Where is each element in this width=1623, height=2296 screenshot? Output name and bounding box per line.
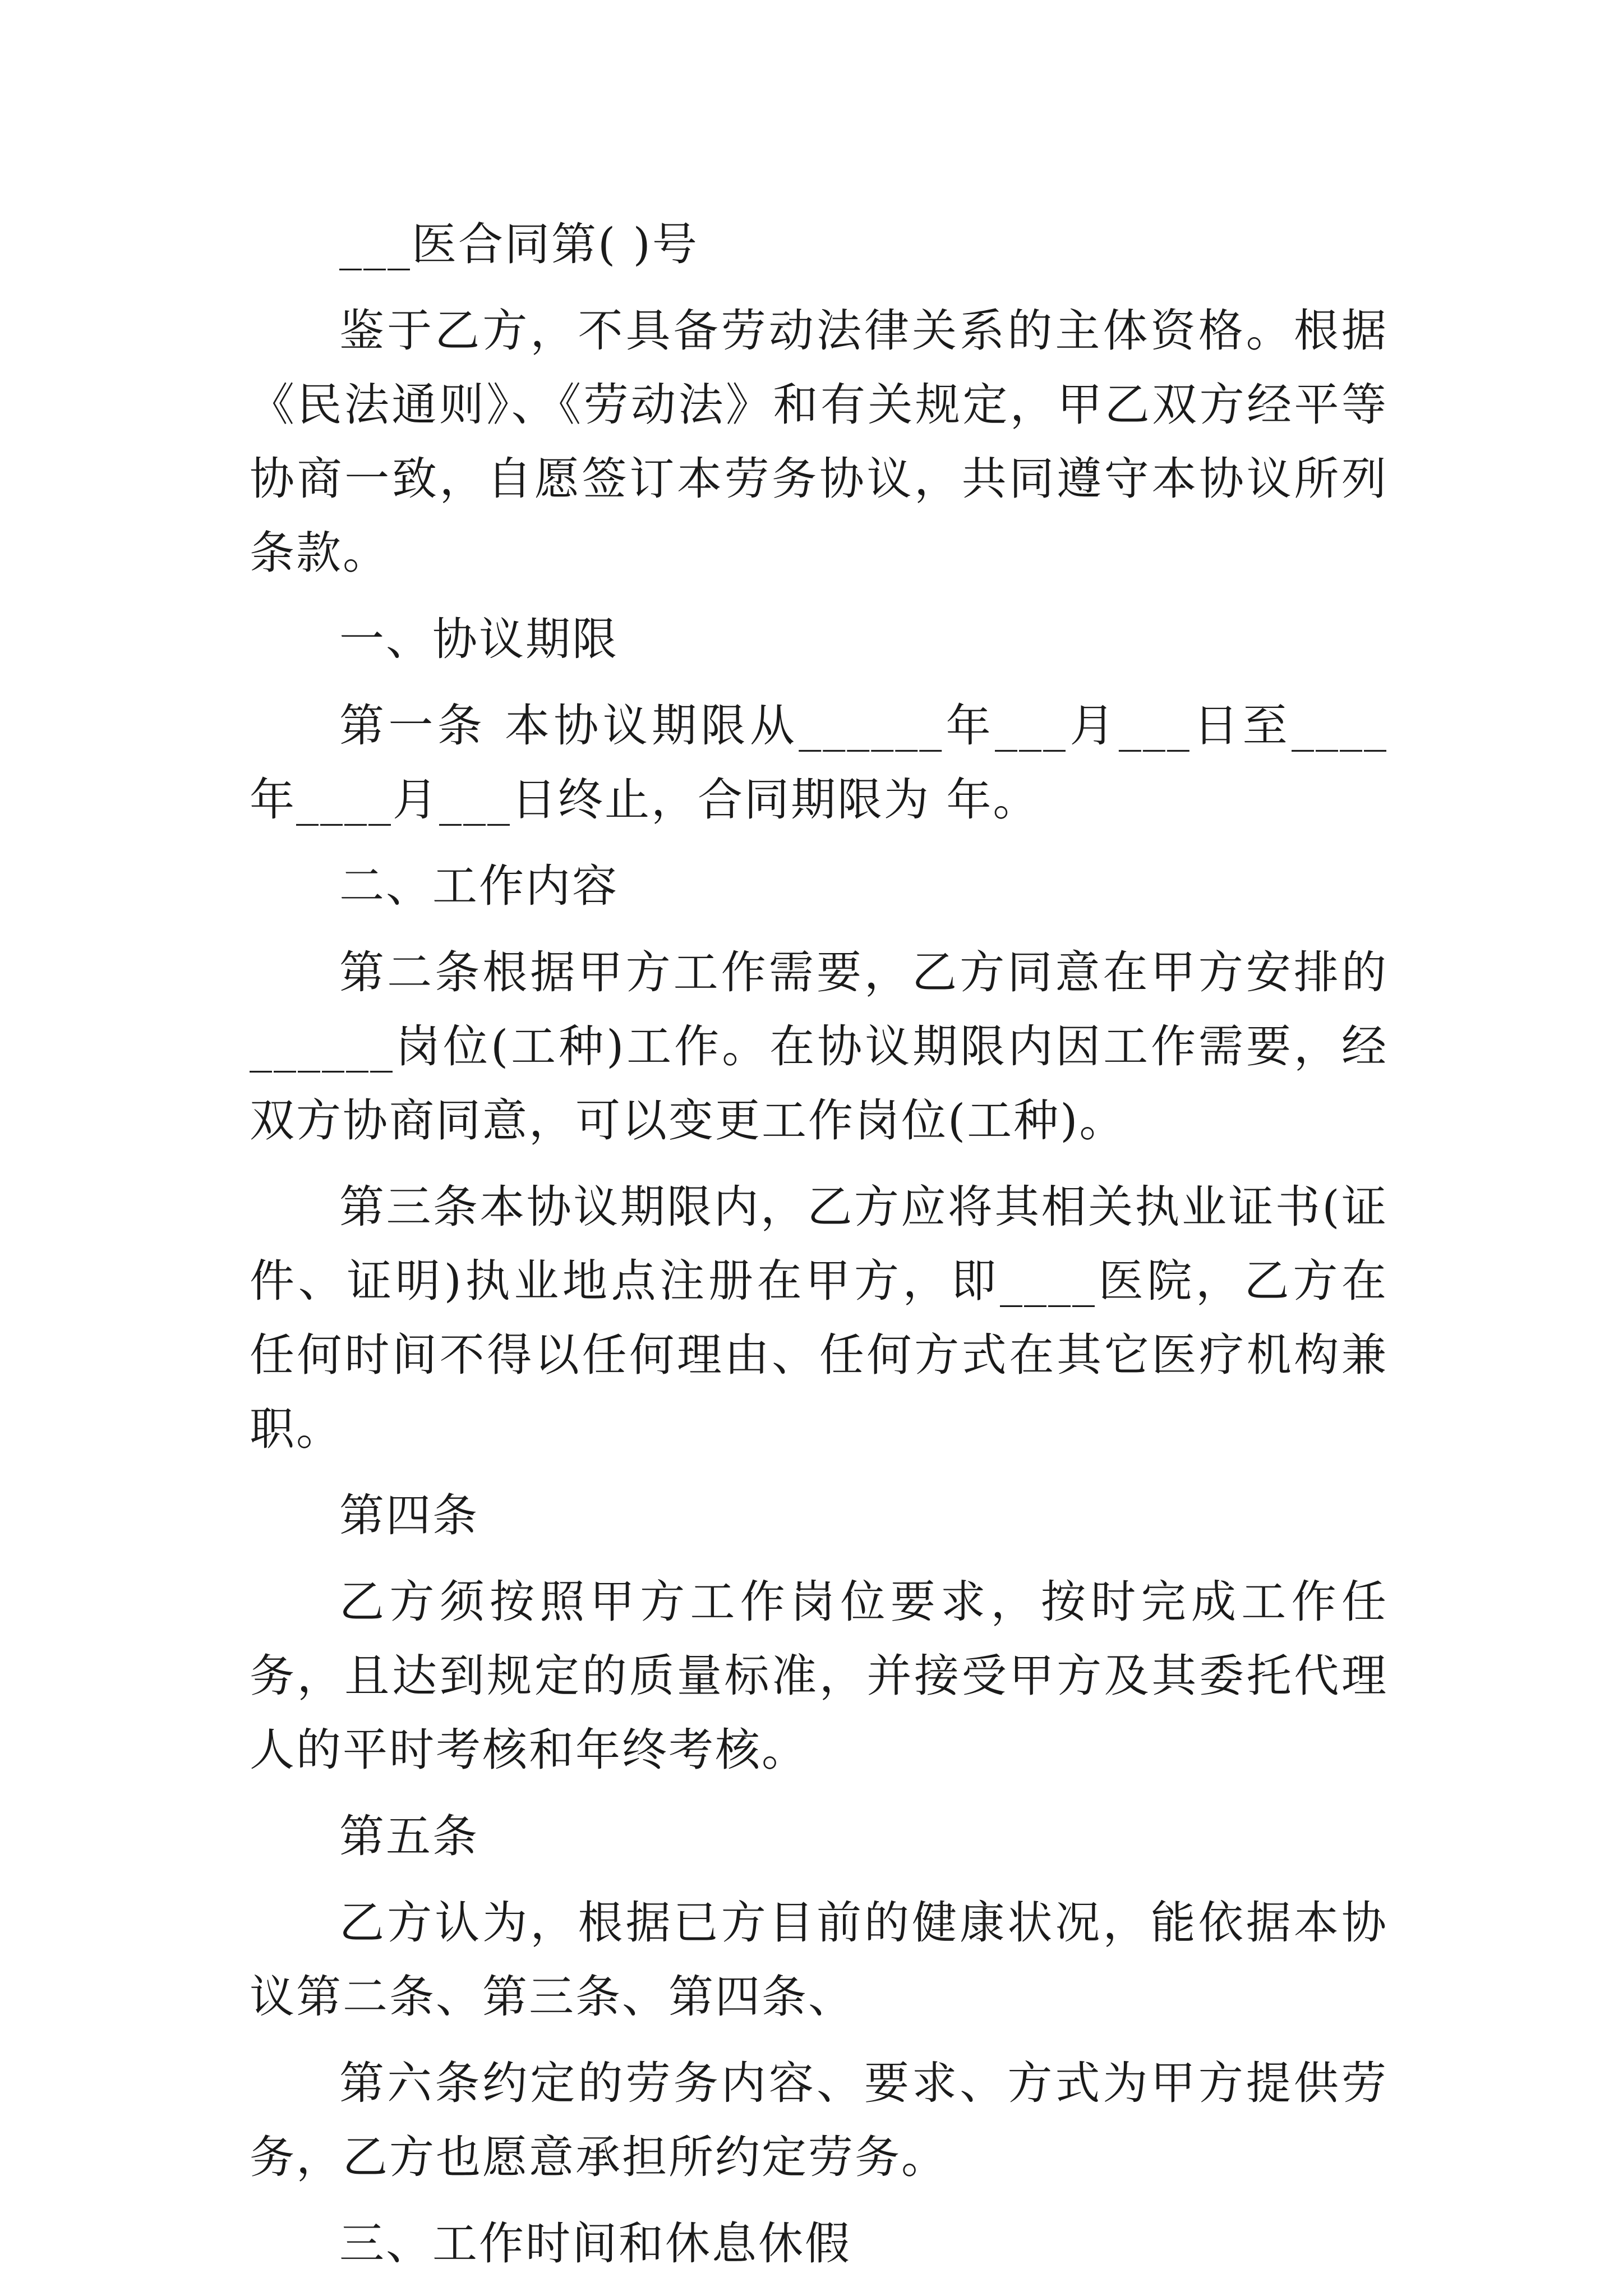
section-3-heading: 三、工作时间和休息休假: [339, 2217, 851, 2270]
section-1-heading: 一、协议期限: [339, 613, 619, 665]
article-2-paragraph: 第二条根据甲方工作需要，乙方同意在甲方安排的______岗位(工种)工作。在协议期限内因工作需要，经双方协商同意，可以变更工作岗位(工种)。: [250, 946, 1388, 1147]
article-1-paragraph: 第一条 本协议期限从______年___月___日至____年____月___日终止，合同期限为 年。: [250, 700, 1388, 826]
contract-number-line: ___医合同第( )号: [339, 218, 699, 270]
preamble-paragraph: 鉴于乙方，不具备劳动法律关系的主体资格。根据《民法通则》、《劳动法》和有关规定，甲乙双方经平等协商一致，自愿签订本劳务协议，共同遵守本协议所列条款。: [250, 305, 1388, 579]
article-5-paragraph: 乙方认为，根据已方目前的健康状况，能依据本协议第二条、第三条、第四条、: [250, 1897, 1388, 2023]
article-5-title: 第五条: [339, 1810, 479, 1862]
article-4-paragraph: 乙方须按照甲方工作岗位要求，按时完成工作任务，且达到规定的质量标准，并接受甲方及其委托代理人的平时考核和年终考核。: [250, 1576, 1388, 1776]
section-2-heading: 二、工作内容: [339, 860, 619, 912]
document-body: [250, 208, 1388, 2281]
article-4-title: 第四条: [339, 1489, 479, 1542]
article-6-paragraph: 第六条约定的劳务内容、要求、方式为甲方提供劳务，乙方也愿意承担所约定劳务。: [250, 2057, 1388, 2183]
article-3-paragraph: 第三条本协议期限内，乙方应将其相关执业证书(证件、证明)执业地点注册在甲方，即____医院，乙方在任何时间不得以任何理由、任何方式在其它医疗机构兼职。: [250, 1181, 1388, 1455]
